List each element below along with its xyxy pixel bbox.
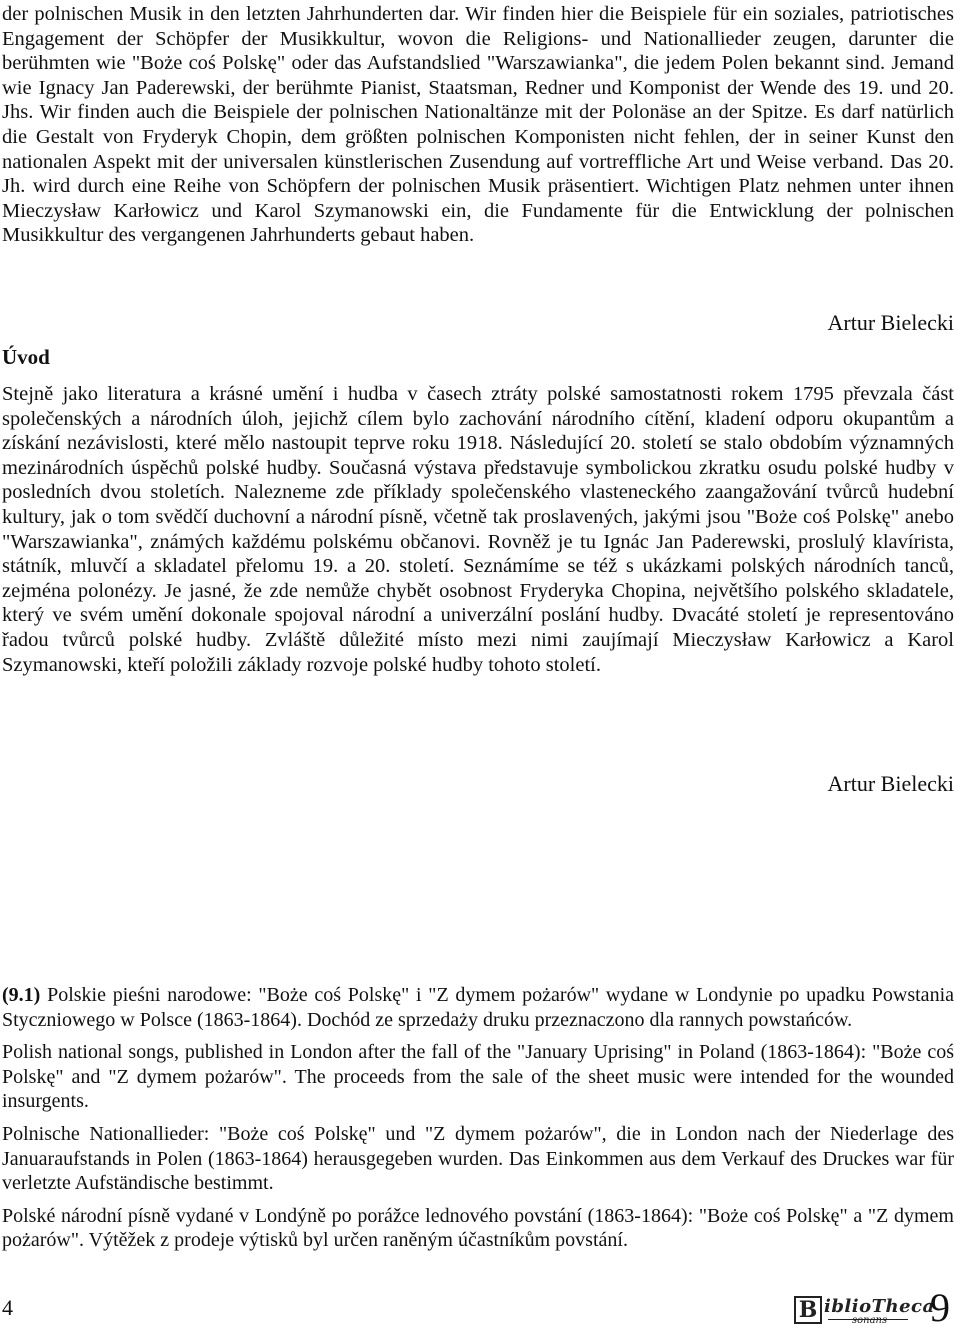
figure-caption-block [2, 983, 954, 1261]
caption-text-pl: Polskie pieśni narodowe: "Boże coś Polskę" i "Z dymem pożarów" wydane w Londynie po upadku Powstania Styczniowego w Polsce (1863-1864). Dochód ze sprzedaży druku przeznaczono dla rannych powstańców. [2, 984, 954, 1031]
intro-paragraph-cz: Stejně jako literatura a krásné umění i hudba v časech ztráty polské samostatnosti rokem 1795 převzala část společenských a národních úloh, jejichž cílem bylo zachování národního cítění, kladení odporu okupantům a získání nezávislosti, které mělo nastoupit teprve roku 1918. Následující 20. století se stalo obdobím významných mezinárodních úspěchů polské hudby. Současná výstava představuje symbolickou zkratku osudu polské hudby v posledních dvou stoletích. Nalezneme zde příklady společenského vlasteneckého zaangažování tvůrců hudební kultury, jak o tom svědčí duchovní a národní písně, včetně tak proslavených, jakými jsou "Boże coś Polskę" anebo "Warszawianka", známých každému polskému občanovi. Rovněž je tu Ignác Jan Paderewski, proslulý klavírista, státník, mluvčí a skladatel přelomu 19. a 20. století. Seznámíme se též s ukázkami polských národních tanců, zejména polonézy. Je jasné, že zde nemůže chybět osobnost Fryderyka Chopina, největšího polského skladatele, který ve svém umění dokonale spojoval národní a univerzální poslání hudby. Dvacáté století je representováno řadou tvůrců polské hudby. Zvláště důležité místo mezi nimi zaujímají Mieczysław Karłowicz a Karol Szymanowski, kteří položili základy rozvoje polské hudby tohoto století. [2, 383, 954, 676]
page-number-right: 9 [930, 1285, 950, 1330]
caption-en: Polish national songs, published in London after the fall of the "January Uprising" in Poland (1863-1864): "Boże coś Polskę" and "Z dymem pożarów". The proceeds from the sale of the sheet music were intended for the wounded insurgents. [2, 1041, 954, 1113]
bibliotheca-sonans-logo [794, 1285, 954, 1330]
author-signature-de: Artur Bielecki [827, 310, 954, 335]
caption-number: (9.1) [2, 984, 41, 1006]
caption-de: Polnische Nationallieder: "Boże coś Polskę" und "Z dymem pożarów", die in London nach der Niederlage des Januaraufstands in Polen (1863-1864) herausgegeben wurden. Das Einkommen aus dem Verkauf des Druckes war für verletzte Aufständische bestimmt. [2, 1122, 954, 1195]
author-signature-cz: Artur Bielecki [827, 771, 954, 796]
section-heading-uvod: Úvod [2, 345, 50, 369]
logo-subtitle: sonans [852, 1315, 888, 1326]
page-number-left: 4 [2, 1295, 13, 1320]
logo-initial-box: B [794, 1296, 822, 1324]
logo-wordmark: iblioTheca [824, 1296, 935, 1317]
caption-pl [2, 983, 954, 1032]
intro-paragraph-de: der polnischen Musik in den letzten Jahrhunderten dar. Wir finden hier die Beispiele für ein soziales, patriotisches Engagement der Schöpfer der Musikkultur, wovon die Religions- und Nationallieder zeugen, darunter die berühmten wie "Boże coś Polskę" oder das Aufstandslied "Warszawianka", die jedem Polen bekannt sind. Jemand wie Ignacy Jan Paderewski, der berühmte Pianist, Staatsman, Redner und Komponist der Wende des 19. und 20. Jhs. Wir finden auch die Beispiele der polnischen Nationaltänze mit der Polonäse an der Spitze. Es darf natürlich die Gestalt von Fryderyk Chopin, dem größten polnischen Komponisten nicht fehlen, der in seiner Kunst den nationalen Aspekt mit der universalen künstlerischen Zusendung auf vortreffliche Art und Weise verband. Das 20. Jh. wird durch eine Reihe von Schöpfern der polnischen Musik präsentiert. Wichtigen Platz nehmen unter ihnen Mieczysław Karłowicz und Karol Szymanowski ein, die Fundamente für die Entwicklung der polnischen Musikkultur des vergangenen Jahrhunderts gebaut haben. [2, 3, 954, 247]
caption-cz: Polské národní písně vydané v Londýně po porážce lednového povstání (1863-1864): "Boże coś Polskę" a "Z dymem pożarów". Výtěžek z prodeje výtisků byl určen raněným účastníkům povstání. [2, 1204, 954, 1252]
